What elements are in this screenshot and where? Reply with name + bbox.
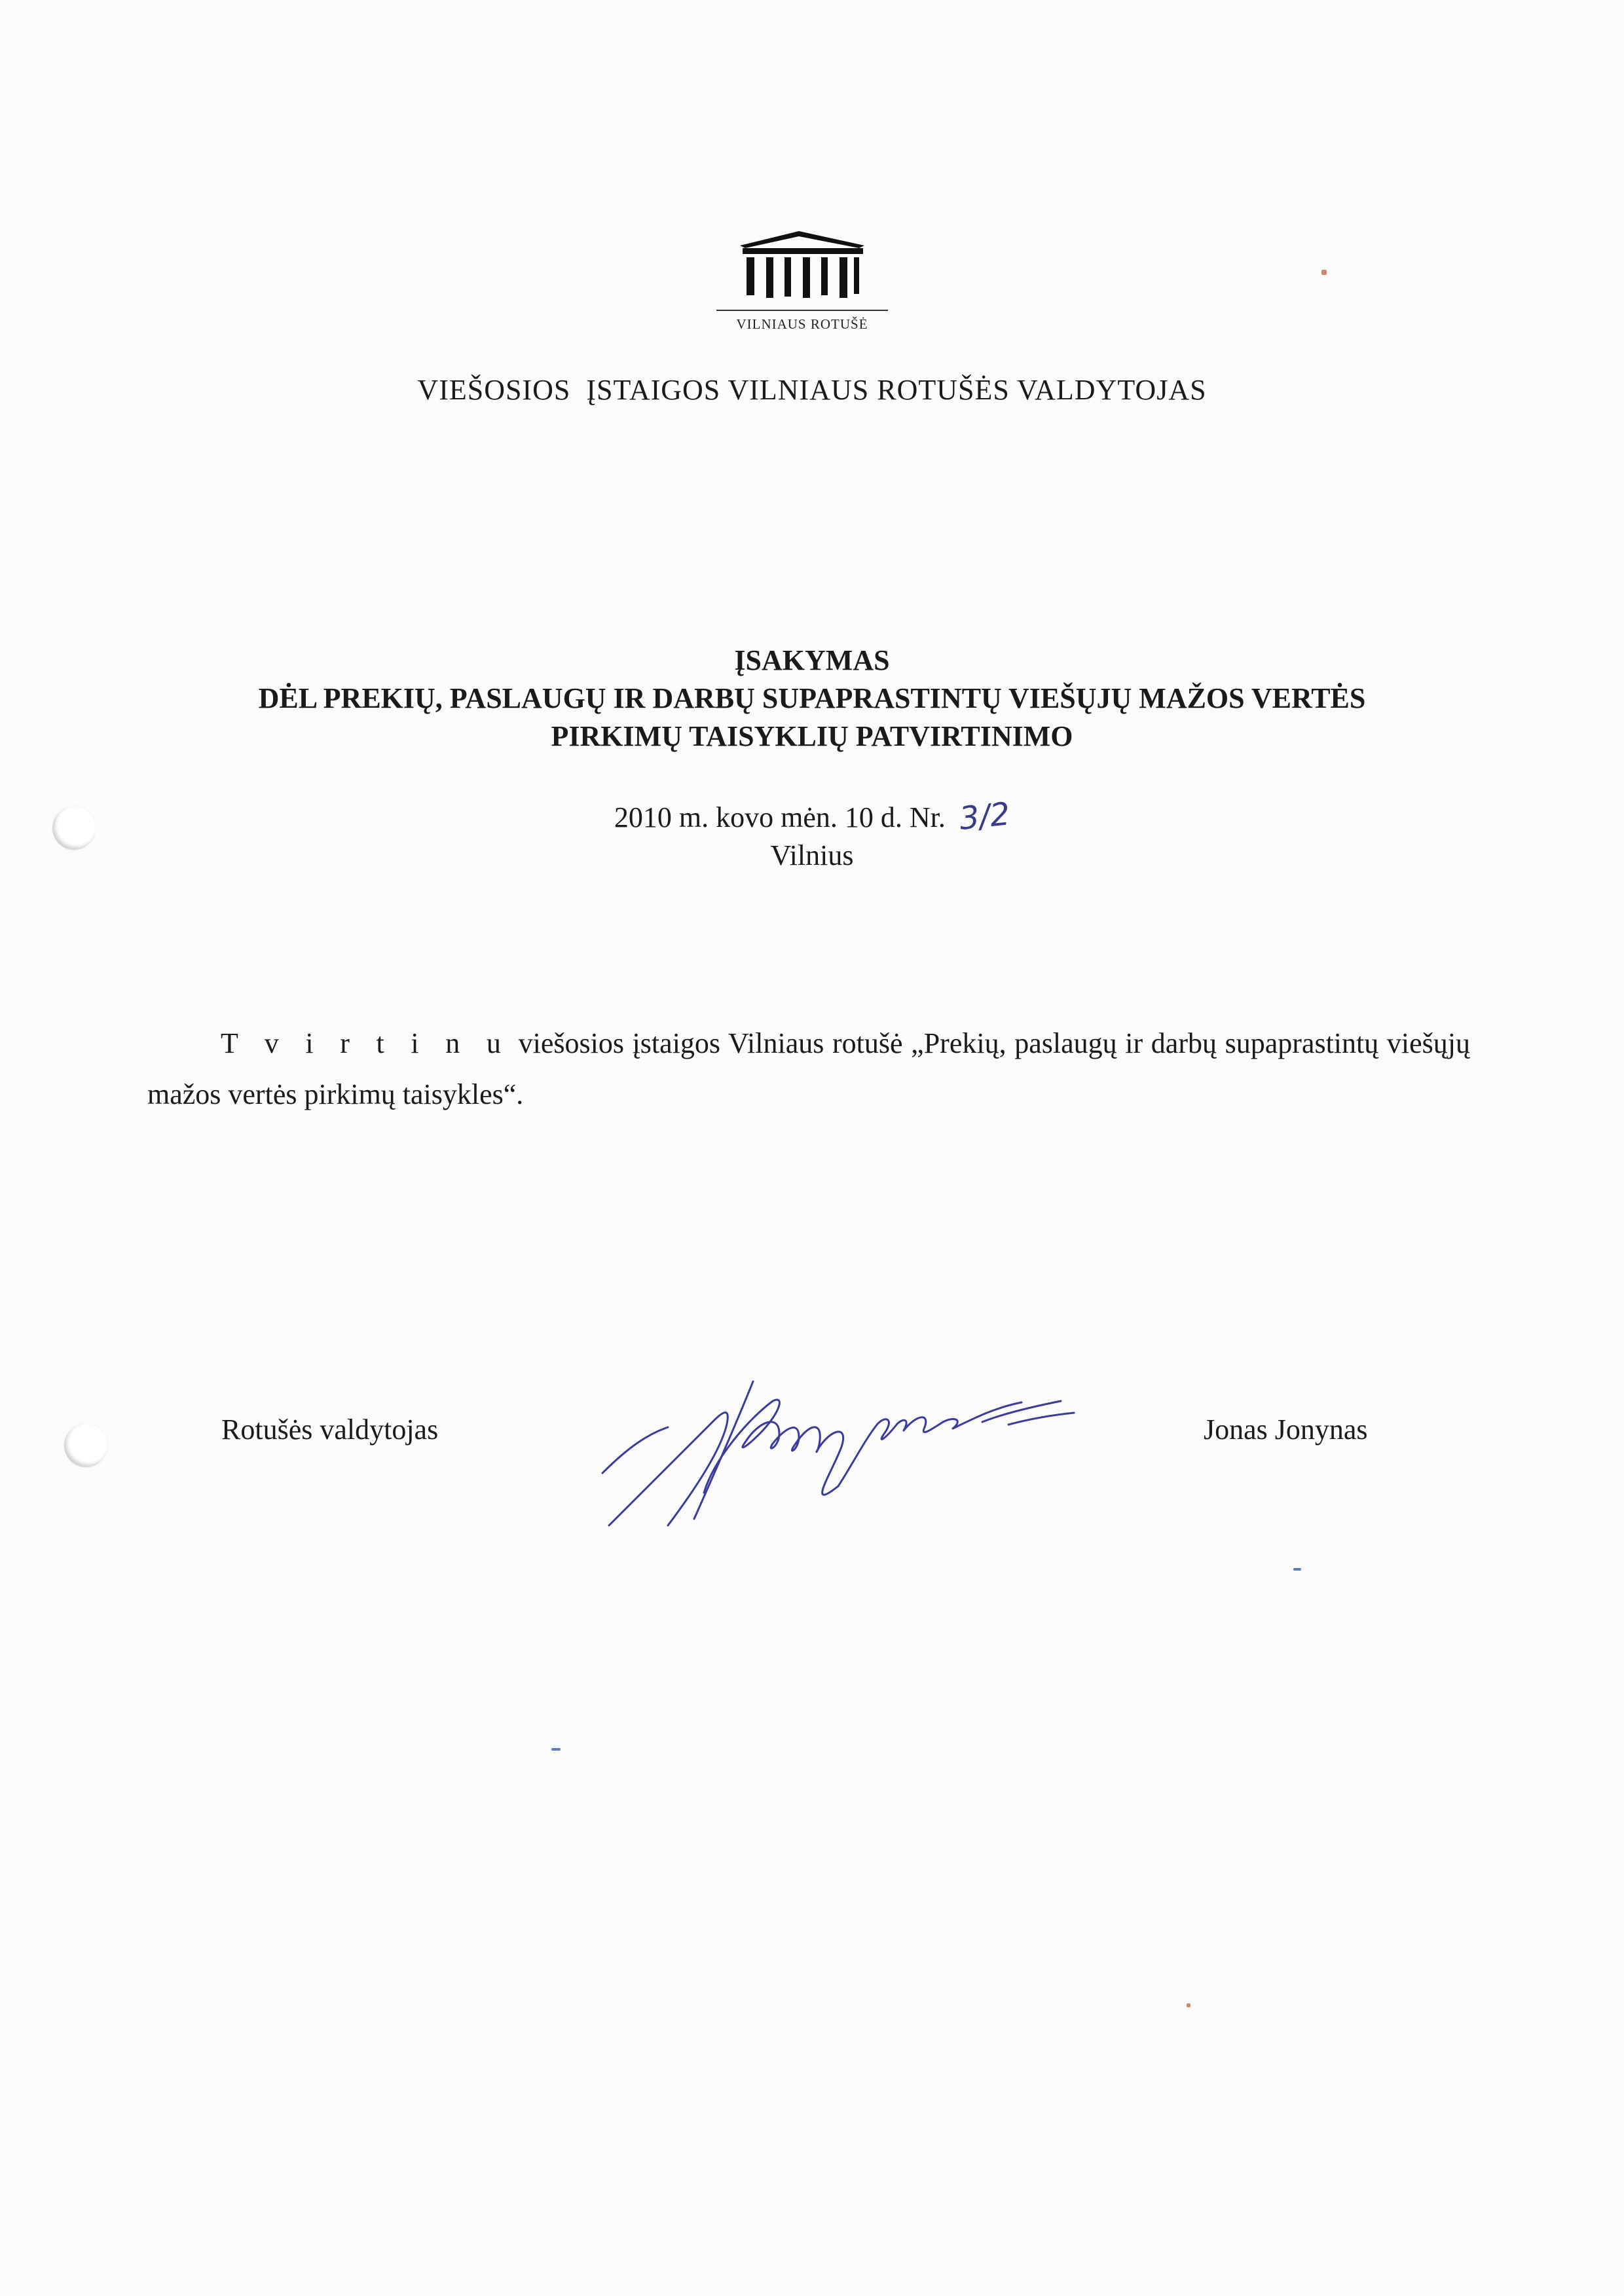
signatory-name: Jonas Jonynas <box>1204 1413 1368 1446</box>
town-hall-columns-icon <box>714 226 891 314</box>
logo-caption: VILNIAUS ROTUŠĖ <box>736 316 868 332</box>
organization-title: VIEŠOSIOS ĮSTAIGOS VILNIAUS ROTUŠĖS VALDYTOJAS <box>417 374 1207 406</box>
order-verb: T v i r t i n u <box>221 1027 510 1059</box>
order-subject-line-1: DĖL PREKIŲ, PASLAUGŲ IR DARBŲ SUPAPRASTINTŲ VIEŠŲJŲ MAŽOS VERTĖS <box>258 682 1366 714</box>
scan-speck <box>1293 1568 1301 1571</box>
scan-speck <box>1187 2003 1190 2007</box>
signatory-title: Rotušės valdytojas <box>221 1413 439 1446</box>
vilnius-town-hall-logo <box>714 226 891 337</box>
signature-scribble-icon <box>589 1362 1100 1545</box>
order-date: 2010 m. kovo mėn. 10 d. Nr. <box>614 801 946 833</box>
order-heading: ĮSAKYMAS <box>734 644 890 676</box>
order-subject-line-2: PIRKIMŲ TAISYKLIŲ PATVIRTINIMO <box>551 720 1073 752</box>
order-place: Vilnius <box>770 839 854 871</box>
scan-speck <box>551 1748 561 1751</box>
date-place-block <box>0 797 1624 875</box>
scan-speck <box>1321 270 1327 275</box>
order-body-text: viešosios įstaigos Vilniaus rotušė „Prekių, paslaugų ir darbų supaprastintų viešųjų mažos vertės pirkimų taisykles“. <box>147 1027 1471 1110</box>
order-body-paragraph <box>147 1018 1470 1120</box>
punch-hole-top <box>52 807 96 850</box>
punch-hole-bottom <box>64 1424 107 1467</box>
date-line <box>614 797 1010 837</box>
handwritten-order-number: 3/2 <box>957 795 1012 837</box>
order-heading-block <box>0 642 1624 756</box>
handwritten-signature <box>589 1362 1100 1545</box>
